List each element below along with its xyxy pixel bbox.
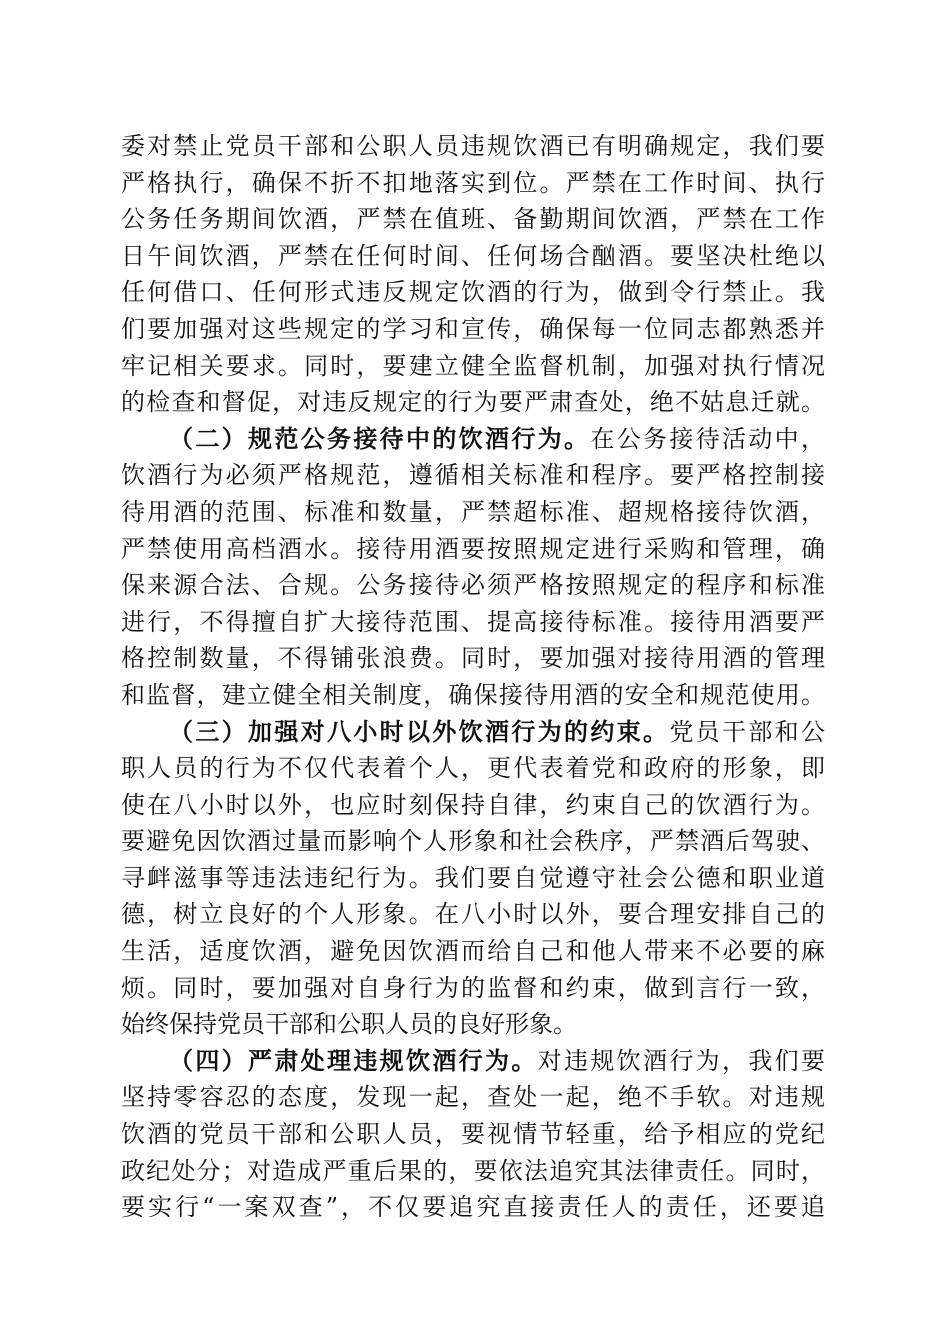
paragraph-line: 职人员的行为不仅代表着个人，更代表着党和政府的形象，即 <box>121 754 825 783</box>
paragraph-line: 始终保持党员干部和公职人员的良好形象。 <box>121 1010 577 1039</box>
paragraph-line: 日午间饮酒，严禁在任何时间、任何场合酗酒。要坚决杜绝以 <box>121 241 825 270</box>
paragraph-text: 对违规饮酒行为，我们要 <box>537 1046 825 1075</box>
paragraph-4 <box>121 1043 825 1226</box>
paragraph-line: 任何借口、任何形式违反规定饮酒的行为，做到令行禁止。我 <box>121 278 825 307</box>
paragraph-line: 待用酒的范围、标准和数量，严禁超标准、超规格接待饮酒， <box>121 497 825 526</box>
paragraph-line: 们要加强对这些规定的学习和宣传，确保每一位同志都熟悉并 <box>121 314 825 343</box>
paragraph-2 <box>121 421 825 714</box>
paragraph-line: 寻衅滋事等违法违纪行为。我们要自觉遵守社会公德和职业道 <box>121 863 825 892</box>
paragraph-line: 进行，不得擅自扩大接待范围、提高接待标准。接待用酒要严 <box>121 607 825 636</box>
paragraph-first-line <box>121 421 825 458</box>
paragraph-line: 委对禁止党员干部和公职人员违规饮酒已有明确规定，我们要 <box>121 132 825 160</box>
paragraph-line: 公务任务期间饮酒，严禁在值班、备勤期间饮酒，严禁在工作 <box>121 205 825 234</box>
paragraph-line: 饮酒行为必须严格规范，遵循相关标准和程序。要严格控制接 <box>121 461 825 490</box>
section-heading: （二）规范公务接待中的饮酒行为。 <box>169 423 591 453</box>
paragraph-first-line <box>121 714 825 751</box>
paragraph-line: 政纪处分；对造成严重后果的，要依法追究其法律责任。同时， <box>121 1156 825 1185</box>
paragraph-line: 饮酒的党员干部和公职人员，要视情节轻重，给予相应的党纪 <box>121 1120 825 1149</box>
document-body <box>121 128 825 1226</box>
paragraph-line: 严格执行，确保不折不扣地落实到位。严禁在工作时间、执行 <box>121 168 825 197</box>
paragraph-text: 在公务接待活动中， <box>590 424 825 453</box>
section-heading: （四）严肃处理违规饮酒行为。 <box>169 1045 538 1075</box>
section-heading: （三）加强对八小时以外饮酒行为的约束。 <box>169 716 670 746</box>
paragraph-line: 要避免因饮酒过量而影响个人形象和社会秩序，严禁酒后驾驶、 <box>121 827 825 856</box>
paragraph-line: 牢记相关要求。同时，要建立健全监督机制，加强对执行情况 <box>121 351 825 380</box>
paragraph-line: 保来源合法、合规。公务接待必须严格按照规定的程序和标准 <box>121 571 825 600</box>
paragraph-first-line <box>121 1043 825 1080</box>
paragraph-line: 格控制数量，不得铺张浪费。同时，要加强对接待用酒的管理 <box>121 644 825 673</box>
paragraph-line: 生活，适度饮酒，避免因饮酒而给自己和他人带来不必要的麻 <box>121 937 825 966</box>
paragraph-line: 严禁使用高档酒水。接待用酒要按照规定进行采购和管理，确 <box>121 534 825 563</box>
paragraph-line: 坚持零容忍的态度，发现一起，查处一起，绝不手软。对违规 <box>121 1083 825 1112</box>
paragraph-1 <box>121 128 825 421</box>
paragraph-line: 德，树立良好的个人形象。在八小时以外，要合理安排自己的 <box>121 900 825 929</box>
paragraph-3 <box>121 714 825 1043</box>
paragraph-line: 要实行“一案双查”，不仅要追究直接责任人的责任，还要追 <box>121 1193 825 1222</box>
paragraph-line: 和监督，建立健全相关制度，确保接待用酒的安全和规范使用。 <box>121 680 825 709</box>
paragraph-text: 党员干部和公 <box>669 717 825 746</box>
paragraph-line: 烦。同时，要加强对自身行为的监督和约束，做到言行一致， <box>121 973 825 1002</box>
paragraph-line: 的检查和督促，对违反规定的行为要严肃查处，绝不姑息迁就。 <box>121 388 825 417</box>
paragraph-line: 使在八小时以外，也应时刻保持自律，约束自己的饮酒行为。 <box>121 790 825 819</box>
